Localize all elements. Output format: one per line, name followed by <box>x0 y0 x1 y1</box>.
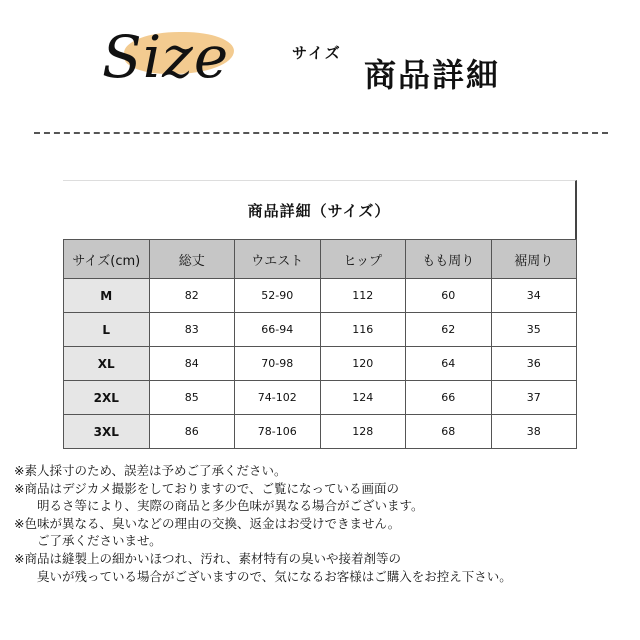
row-size-label: 2XL <box>64 381 150 415</box>
row-size-label: 3XL <box>64 415 150 449</box>
size-word: Size <box>102 23 230 91</box>
row-size-label: M <box>64 279 150 313</box>
size-subtitle: サイズ <box>292 44 342 62</box>
cell-waist: 70-98 <box>235 347 321 381</box>
size-table <box>63 239 577 449</box>
cell-hip: 120 <box>320 347 406 381</box>
header-cell-thigh: もも周り <box>406 240 492 279</box>
header-cell-length: 総丈 <box>149 240 235 279</box>
cell-waist: 52-90 <box>235 279 321 313</box>
note-line: ※商品は縫製上の細かいほつれ、汚れ、素材特有の臭いや接着剤等の <box>14 550 401 566</box>
cell-hem: 35 <box>491 313 577 347</box>
table-caption: 商品詳細（サイズ） <box>63 180 577 239</box>
cell-hem: 34 <box>491 279 577 313</box>
row-size-label: XL <box>64 347 150 381</box>
page-title: 商品詳細 <box>364 56 501 94</box>
header-cell-hip: ヒップ <box>320 240 406 279</box>
table-header-row <box>64 240 577 279</box>
cell-thigh: 68 <box>406 415 492 449</box>
cell-length: 85 <box>149 381 235 415</box>
note-line: ※素人採寸のため、誤差は予めご了承ください。 <box>14 463 287 478</box>
header-cell-hem: 裾周り <box>491 240 577 279</box>
note-line: 明るさ等により、実際の商品と多少色味が異なる場合がございます。 <box>37 498 424 514</box>
cell-thigh: 62 <box>406 313 492 347</box>
cell-length: 83 <box>149 313 235 347</box>
note-line: ご了承くださいませ。 <box>37 533 162 549</box>
cell-waist: 74-102 <box>235 381 321 415</box>
header-cell-size: サイズ(cm) <box>64 240 150 279</box>
cell-hip: 124 <box>320 381 406 415</box>
cell-hem: 37 <box>491 381 577 415</box>
header <box>0 0 640 120</box>
cell-waist: 66-94 <box>235 313 321 347</box>
dashed-divider <box>34 132 608 134</box>
table-row <box>64 347 577 381</box>
cell-length: 84 <box>149 347 235 381</box>
notes <box>14 462 512 585</box>
cell-hip: 128 <box>320 415 406 449</box>
row-size-label: L <box>64 313 150 347</box>
cell-thigh: 66 <box>406 381 492 415</box>
table-row <box>64 415 577 449</box>
header-cell-waist: ウエスト <box>235 240 321 279</box>
size-table-container <box>63 180 577 449</box>
table-row <box>64 279 577 313</box>
cell-hip: 116 <box>320 313 406 347</box>
note-line: ※色味が異なる、臭いなどの理由の交換、返金はお受けできません。 <box>14 515 401 531</box>
cell-hem: 36 <box>491 347 577 381</box>
cell-hem: 38 <box>491 415 577 449</box>
cell-length: 82 <box>149 279 235 313</box>
cell-waist: 78-106 <box>235 415 321 449</box>
note-line: ※商品はデジカメ撮影をしておりますので、ご覧になっている画面の <box>14 480 399 496</box>
cell-thigh: 64 <box>406 347 492 381</box>
cell-hip: 112 <box>320 279 406 313</box>
table-row <box>64 313 577 347</box>
note-line: 臭いが残っている場合がございますので、気になるお客様はご購入をお控え下さい。 <box>37 568 512 584</box>
cell-thigh: 60 <box>406 279 492 313</box>
table-row <box>64 381 577 415</box>
cell-length: 86 <box>149 415 235 449</box>
